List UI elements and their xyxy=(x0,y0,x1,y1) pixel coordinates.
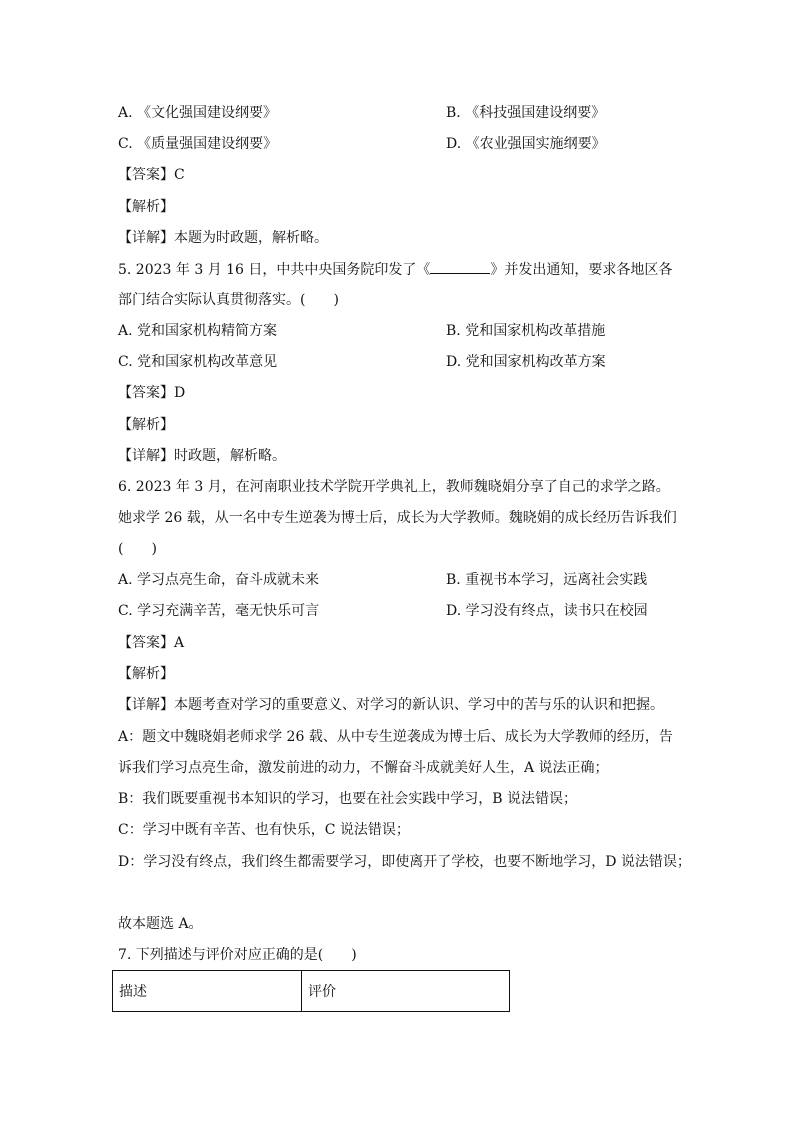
q4-answer: 【答案】C xyxy=(118,167,185,183)
q4-detail: 【详解】本题为时政题，解析略。 xyxy=(118,230,328,246)
table-header-description: 描述 xyxy=(113,971,302,1012)
q6-stem-line1: 6. 2023 年 3 月，在河南职业技术学院开学典礼上，教师魏晓娟分享了自己的求学之路。 xyxy=(118,479,670,495)
q5-option-a: A. 党和国家机构精简方案 xyxy=(118,323,278,339)
q6-option-b: B. 重视书本学习，远离社会实践 xyxy=(446,572,648,588)
q4-option-a: A. 《文化强国建设纲要》 xyxy=(118,105,278,121)
q5-stem-line1 xyxy=(118,259,672,280)
q6-option-a: A. 学习点亮生命，奋斗成就未来 xyxy=(118,572,320,588)
q6-stem-line3: ( ) xyxy=(118,541,157,557)
q6-conclusion: 故本题选 A。 xyxy=(118,916,203,932)
q5-option-b: B. 党和国家机构改革措施 xyxy=(446,323,606,339)
q5-detail: 【详解】时政题，解析略。 xyxy=(118,448,286,464)
q4-option-d: D. 《农业强国实施纲要》 xyxy=(446,136,606,152)
q4-option-c: C. 《质量强国建设纲要》 xyxy=(118,136,278,152)
q5-option-d: D. 党和国家机构改革方案 xyxy=(446,354,606,370)
q6-answer: 【答案】A xyxy=(118,635,185,651)
q6-analysis-heading: 【解析】 xyxy=(118,666,174,682)
q6-option-d: D. 学习没有终点，读书只在校园 xyxy=(446,603,648,619)
q6-option-c: C. 学习充满辛苦，毫无快乐可言 xyxy=(118,603,320,619)
q6-option-d-explanation: D：学习没有终点，我们终生都需要学习，即使离开了学校，也要不断地学习，D 说法错误； xyxy=(118,854,691,870)
q5-stem-part1: 5. 2023 年 3 月 16 日，中共中央国务院印发了《 xyxy=(118,262,431,278)
table-header-row xyxy=(113,971,510,1012)
q6-detail: 【详解】本题考查对学习的重要意义、对学习的新认识、学习中的苦与乐的认识和把握。 xyxy=(118,697,664,713)
q5-blank xyxy=(430,259,490,274)
q5-answer: 【答案】D xyxy=(118,385,186,401)
q5-option-c: C. 党和国家机构改革意见 xyxy=(118,354,278,370)
q7-stem: 7. 下列描述与评价对应正确的是( ) xyxy=(118,947,357,963)
q5-analysis-heading: 【解析】 xyxy=(118,417,174,433)
q6-option-a-explanation-line2: 诉我们学习点亮生命，激发前进的动力，不懈奋斗成就美好人生，A 说法正确； xyxy=(118,760,609,776)
table-header-evaluation: 评价 xyxy=(302,971,510,1012)
q7-table xyxy=(112,970,510,1012)
q6-option-a-explanation-line1: A：题文中魏晓娟老师求学 26 载、从中专生逆袭成为博士后、成长为大学教师的经历，告 xyxy=(118,729,673,745)
q5-stem-line2: 部门结合实际认真贯彻落实。( ) xyxy=(118,292,339,308)
q4-analysis-heading: 【解析】 xyxy=(118,199,174,215)
q4-option-b: B. 《科技强国建设纲要》 xyxy=(446,105,606,121)
q6-option-c-explanation: C：学习中既有辛苦、也有快乐，C 说法错误； xyxy=(118,822,410,838)
q6-stem-line2: 她求学 26 载，从一名中专生逆袭为博士后，成长为大学教师。魏晓娟的成长经历告诉我们 xyxy=(118,510,677,526)
q6-option-b-explanation: B：我们既要重视书本知识的学习，也要在社会实践中学习，B 说法错误； xyxy=(118,791,578,807)
q5-stem-part2: 》并发出通知，要求各地区各 xyxy=(490,262,673,278)
